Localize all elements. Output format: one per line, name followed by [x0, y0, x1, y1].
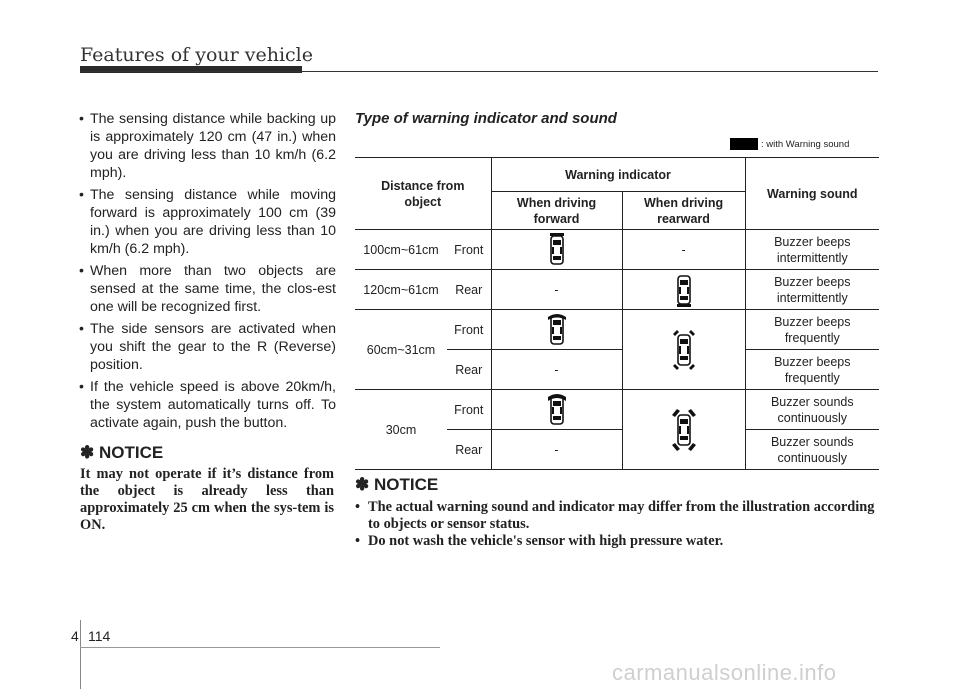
- side-cell: Rear: [455, 362, 483, 377]
- header-indicator: Warning indicator: [491, 158, 745, 192]
- car-front-sensor-icon: [547, 392, 567, 428]
- rearward-indicator-cell: [622, 270, 745, 310]
- car-front-sensor-icon: [547, 312, 567, 348]
- rearward-indicator-cell: -: [622, 230, 745, 270]
- table-row: [355, 390, 879, 430]
- car-all-sensor-icon: [671, 408, 697, 452]
- distance-cell: 100cm~61cm: [355, 230, 447, 270]
- rearward-indicator-cell: [622, 310, 745, 390]
- chapter-number: 4: [71, 628, 79, 644]
- notice-body-left: It may not operate if it’s distance from the object is already less than approximately 25 cm when the sys-tem is ON.: [80, 466, 334, 533]
- car-rear-sensor-icon: [676, 272, 692, 308]
- list-item: • The actual warning sound and indicator may differ from the illustration according to objects or sensor status.: [355, 499, 885, 533]
- list-item: • The sensing distance while backing up is approximately 120 cm (47 in.) when you are driving less than 10 km/h (6.2 mph).: [80, 110, 336, 182]
- table-row: [355, 230, 879, 270]
- list-item: • The side sensors are activated when you shift the gear to the R (Reverse) position.: [80, 320, 336, 374]
- distance-cell: 120cm~61cm: [355, 270, 447, 310]
- list-item: • Do not wash the vehicle's sensor with high pressure water.: [355, 533, 885, 550]
- header-sound: Warning sound: [745, 158, 879, 230]
- distance-cell: 30cm: [355, 390, 447, 470]
- header-forward: When driving forward: [491, 192, 622, 230]
- header-rule: [80, 71, 878, 72]
- header-rearward: When driving rearward: [622, 192, 745, 230]
- side-cell: Front: [447, 230, 491, 270]
- warning-table: [355, 157, 879, 470]
- notice-mark-icon: ✽: [355, 475, 370, 494]
- notice-heading-text: NOTICE: [373, 475, 439, 494]
- side-cell: Rear: [447, 270, 491, 310]
- side-cell: Front: [447, 310, 491, 350]
- sound-cell: Buzzer beeps frequently: [745, 350, 879, 390]
- notice-heading-right: [355, 475, 438, 495]
- forward-indicator-cell: -: [491, 350, 622, 390]
- rearward-indicator-cell: [622, 390, 745, 470]
- notice-list-right: [355, 499, 885, 550]
- list-item: • The sensing distance while moving forward is approximately 100 cm (39 in.) when you are driving less than 10 km/h (6.2 mph).: [80, 186, 336, 258]
- notice-heading-text: NOTICE: [98, 443, 164, 462]
- watermark: carmanualsonline.info: [612, 660, 837, 685]
- sound-cell: Buzzer sounds continuously: [745, 390, 879, 430]
- distance-cell: 60cm~31cm: [355, 310, 447, 390]
- sound-cell: Buzzer beeps intermittently: [745, 270, 879, 310]
- left-bullet-list: [80, 110, 336, 436]
- forward-indicator-cell: [491, 310, 622, 350]
- legend: [730, 138, 849, 150]
- forward-indicator-cell: -: [491, 430, 622, 470]
- car-all-sensor-icon: [671, 328, 697, 372]
- footer-separator: [80, 620, 81, 689]
- list-item: • If the vehicle speed is above 20km/h, the system automatically turns off. To activate again, push the button.: [80, 378, 336, 432]
- legend-text: : with Warning sound: [761, 138, 850, 150]
- footer-rule: [80, 647, 440, 648]
- notice-mark-icon: ✽: [80, 443, 95, 462]
- side-cell: Front: [447, 390, 491, 430]
- page-number: 114: [88, 628, 111, 644]
- sound-cell: Buzzer beeps intermittently: [745, 230, 879, 270]
- forward-indicator-cell: [491, 230, 622, 270]
- list-item: • When more than two objects are sensed at the same time, the clos-est one will be recognized first.: [80, 262, 336, 316]
- page-header-title: Features of your vehicle: [80, 44, 314, 66]
- table-row: [355, 310, 879, 350]
- section-title: Type of warning indicator and sound: [355, 110, 617, 127]
- notice-heading-left: [80, 443, 163, 463]
- car-front-sensor-icon: [549, 232, 565, 268]
- legend-swatch: [730, 138, 758, 150]
- sound-cell: Buzzer beeps frequently: [745, 310, 879, 350]
- forward-indicator-cell: -: [491, 270, 622, 310]
- header-distance: Distance from object: [355, 158, 491, 230]
- side-cell: Rear: [447, 430, 491, 470]
- sound-cell: Buzzer sounds continuously: [745, 430, 879, 470]
- forward-indicator-cell: [491, 390, 622, 430]
- table-row: [355, 270, 879, 310]
